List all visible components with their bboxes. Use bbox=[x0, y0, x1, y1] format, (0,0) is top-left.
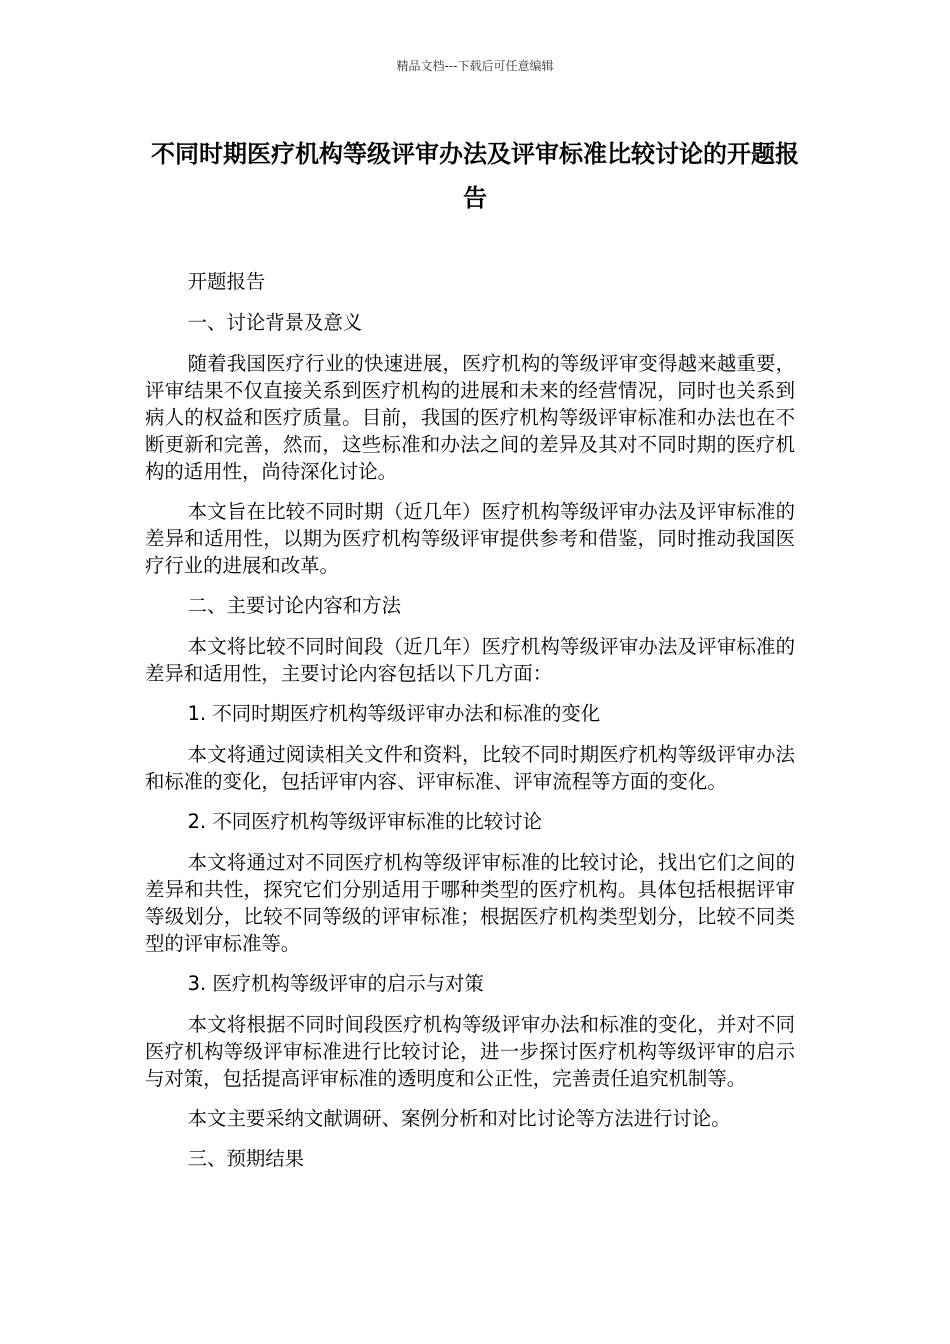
body-paragraph: 本文将通过阅读相关文件和资料，比较不同时期医疗机构等级评审办法和标准的变化，包括评审内容、评审标准、评审流程等方面的变化。 bbox=[145, 743, 795, 793]
document-body bbox=[145, 268, 795, 1186]
body-paragraph: 本文主要采纳文献调研、案例分析和对比讨论等方法进行讨论。 bbox=[187, 1107, 731, 1130]
section-heading: 二、主要讨论内容和方法 bbox=[187, 594, 401, 617]
body-paragraph: 本文将通过对不同医疗机构等级评审标准的比较讨论，找出它们之间的差异和共性，探究它们分别适用于哪种类型的医疗机构。具体包括根据评审等级划分，比较不同等级的评审标准；根据医疗机构类型划分，比较不同类型的评审标准等。 bbox=[145, 851, 795, 955]
document-title: 不同时期医疗机构等级评审办法及评审标准比较讨论的开题报告 bbox=[151, 140, 799, 212]
section-heading: 一、讨论背景及意义 bbox=[187, 311, 363, 334]
body-paragraph: 随着我国医疗行业的快速进展，医疗机构的等级评审变得越来越重要，评审结果不仅直接关系到医疗机构的进展和未来的经营情况，同时也关系到病人的权益和医疗质量。目前，我国的医疗机构等级评审标准和办法也在不断更新和完善，然而，这些标准和办法之间的差异及其对不同时期的医疗机构的适用性，尚待深化讨论。 bbox=[145, 352, 795, 483]
body-paragraph: 本文将比较不同时间段（近几年）医疗机构等级评审办法及评审标准的差异和适用性，主要讨论内容包括以下几方面： bbox=[145, 635, 795, 685]
body-paragraph: 本文旨在比较不同时期（近几年）医疗机构等级评审办法及评审标准的差异和适用性，以期为医疗机构等级评审提供参考和借鉴，同时推动我国医疗行业的进展和改革。 bbox=[145, 500, 795, 577]
section-heading: 三、预期结果 bbox=[187, 1147, 305, 1170]
body-paragraph: 本文将根据不同时间段医疗机构等级评审办法和标准的变化，并对不同医疗机构等级评审标准进行比较讨论，进一步探讨医疗机构等级评审的启示与对策，包括提高评审标准的透明度和公正性，完善责任追究机制等。 bbox=[145, 1013, 795, 1090]
section-heading: 开题报告 bbox=[187, 270, 266, 293]
subsection-heading: 2. 不同医疗机构等级评审标准的比较讨论 bbox=[187, 810, 542, 833]
header-note: 精品文档---下载后可任意编辑 bbox=[396, 59, 554, 73]
subsection-heading: 1. 不同时期医疗机构等级评审办法和标准的变化 bbox=[187, 702, 601, 725]
subsection-heading: 3. 医疗机构等级评审的启示与对策 bbox=[187, 972, 484, 995]
